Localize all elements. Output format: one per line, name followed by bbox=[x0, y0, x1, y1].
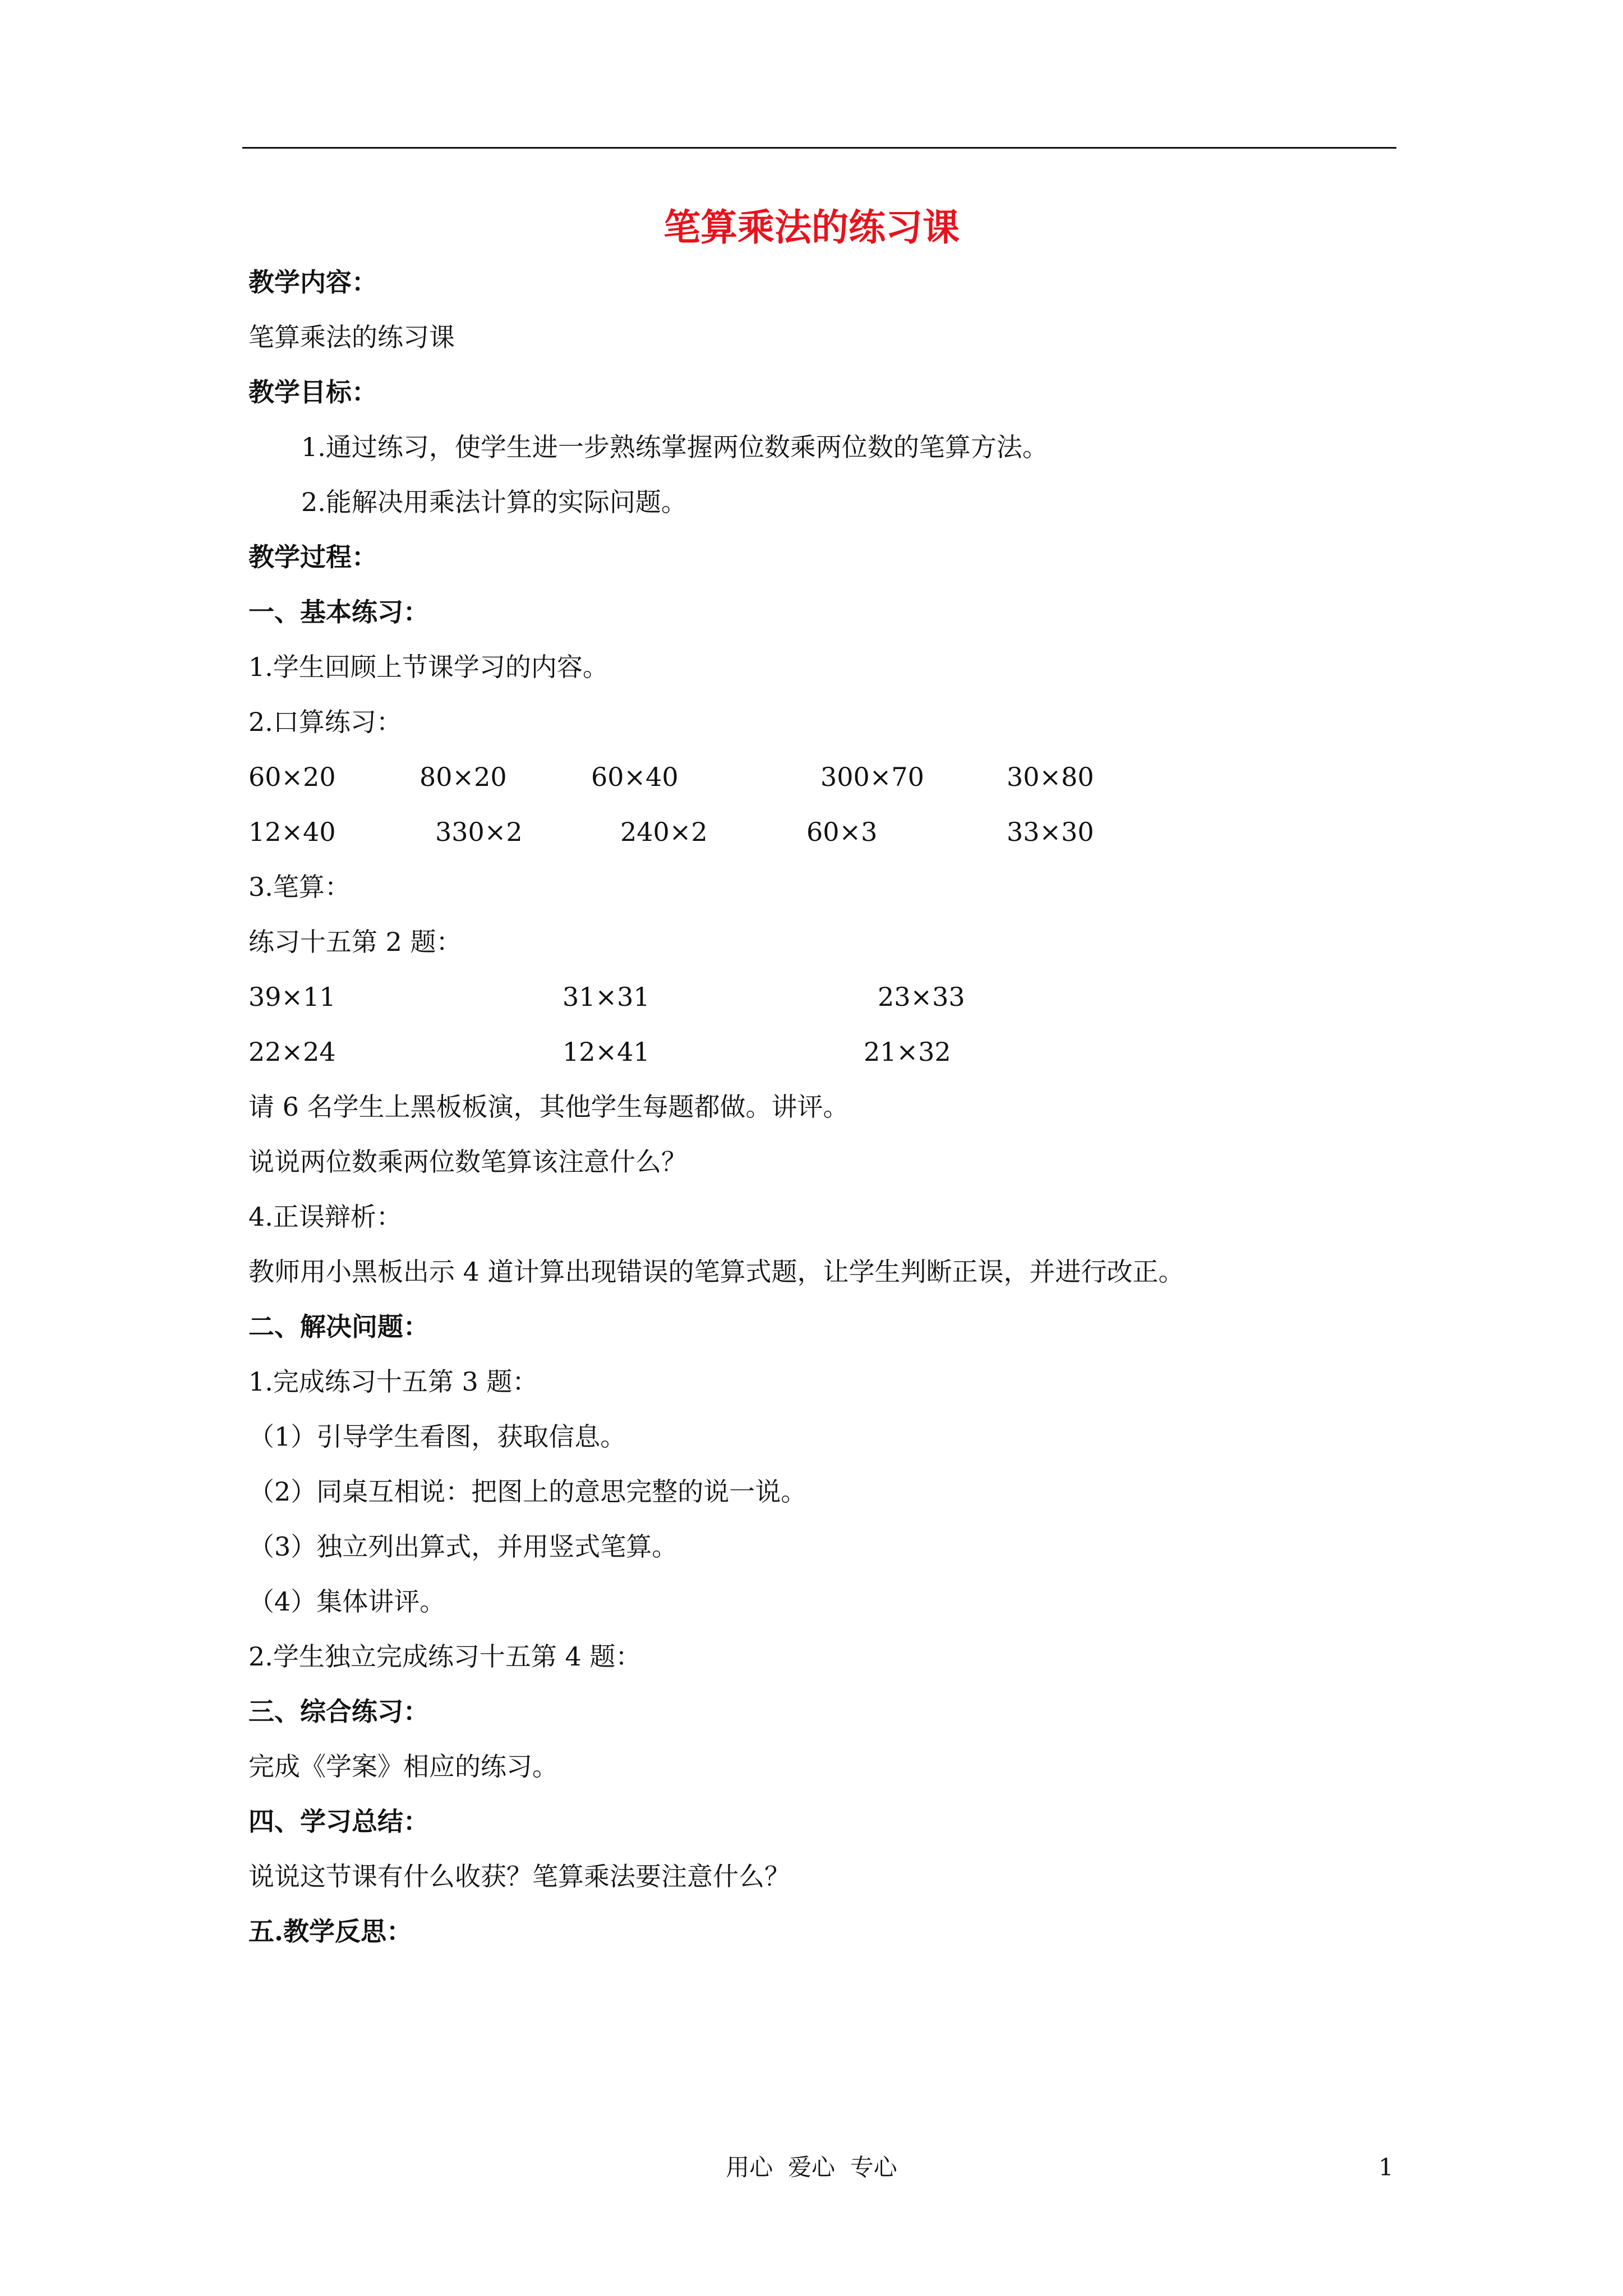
oral-row2-cell: 60×3 bbox=[806, 817, 878, 847]
content-text: 笔算乘法的练习课 bbox=[248, 322, 455, 352]
oral-row2-cell: 240×2 bbox=[620, 817, 708, 847]
written-row1-cell: 23×33 bbox=[878, 982, 965, 1012]
part2-sub-3: （3）独立列出算式，并用竖式笔算。 bbox=[248, 1531, 678, 1562]
goal-item-2: 2.能解决用乘法计算的实际问题。 bbox=[301, 487, 687, 517]
written-note-2: 说说两位数乘两位数笔算该注意什么？ bbox=[248, 1147, 687, 1177]
written-intro: 练习十五第 2 题： bbox=[248, 927, 462, 957]
written-row1-cell: 39×11 bbox=[248, 982, 336, 1012]
written-row2-cell: 21×32 bbox=[864, 1037, 951, 1067]
part3-heading: 三、综合练习： bbox=[248, 1696, 429, 1727]
written-row2-cell: 12×41 bbox=[562, 1037, 650, 1067]
section-heading-goal: 教学目标： bbox=[248, 377, 377, 407]
goal-item-1: 1.通过练习，使学生进一步熟练掌握两位数乘两位数的笔算方法。 bbox=[301, 432, 1048, 462]
section-heading-content: 教学内容： bbox=[248, 267, 377, 297]
part2-item-2: 2.学生独立完成练习十五第 4 题： bbox=[248, 1641, 642, 1672]
part2-item-1: 1.完成练习十五第 3 题： bbox=[248, 1366, 538, 1397]
page-title: 笔算乘法的练习课 bbox=[663, 205, 960, 249]
oral-row2-cell: 33×30 bbox=[1007, 817, 1094, 847]
part3-text: 完成《学案》相应的练习。 bbox=[248, 1751, 558, 1782]
part2-sub-4: （4）集体讲评。 bbox=[248, 1586, 446, 1617]
oral-row1-cell: 60×20 bbox=[248, 762, 336, 792]
part1-heading: 一、基本练习： bbox=[248, 597, 429, 627]
part1-item-4-text: 教师用小黑板出示 4 道计算出现错误的笔算式题，让学生判断正误，并进行改正。 bbox=[248, 1257, 1184, 1287]
written-row1-cell: 31×31 bbox=[562, 982, 650, 1012]
part1-item-1: 1.学生回顾上节课学习的内容。 bbox=[248, 652, 608, 682]
page-number: 1 bbox=[1378, 2154, 1394, 2181]
part2-sub-2: （2）同桌互相说：把图上的意思完整的说一说。 bbox=[248, 1476, 807, 1507]
part1-item-3: 3.笔算： bbox=[248, 872, 351, 902]
section-heading-process: 教学过程： bbox=[248, 542, 377, 572]
part1-item-2: 2.口算练习： bbox=[248, 707, 402, 737]
written-row2-cell: 22×24 bbox=[248, 1037, 336, 1067]
part2-sub-1: （1）引导学生看图，获取信息。 bbox=[248, 1421, 626, 1452]
oral-row1-cell: 80×20 bbox=[419, 762, 507, 792]
written-note-1: 请 6 名学生上黑板板演，其他学生每题都做。讲评。 bbox=[248, 1092, 849, 1122]
oral-row1-cell: 30×80 bbox=[1007, 762, 1094, 792]
part4-text: 说说这节课有什么收获？笔算乘法要注意什么？ bbox=[248, 1861, 790, 1892]
part4-heading: 四、学习总结： bbox=[248, 1806, 429, 1837]
part5-heading: 五.教学反思： bbox=[248, 1916, 413, 1947]
oral-row2-cell: 12×40 bbox=[248, 817, 336, 847]
footer-motto: 用心 爱心 专心 bbox=[726, 2154, 897, 2181]
oral-row2-cell: 330×2 bbox=[435, 817, 523, 847]
part1-item-4: 4.正误辩析： bbox=[248, 1202, 402, 1232]
part2-heading: 二、解决问题： bbox=[248, 1312, 429, 1342]
oral-row1-cell: 60×40 bbox=[591, 762, 679, 792]
header-rule bbox=[242, 147, 1396, 149]
oral-row1-cell: 300×70 bbox=[820, 762, 924, 792]
